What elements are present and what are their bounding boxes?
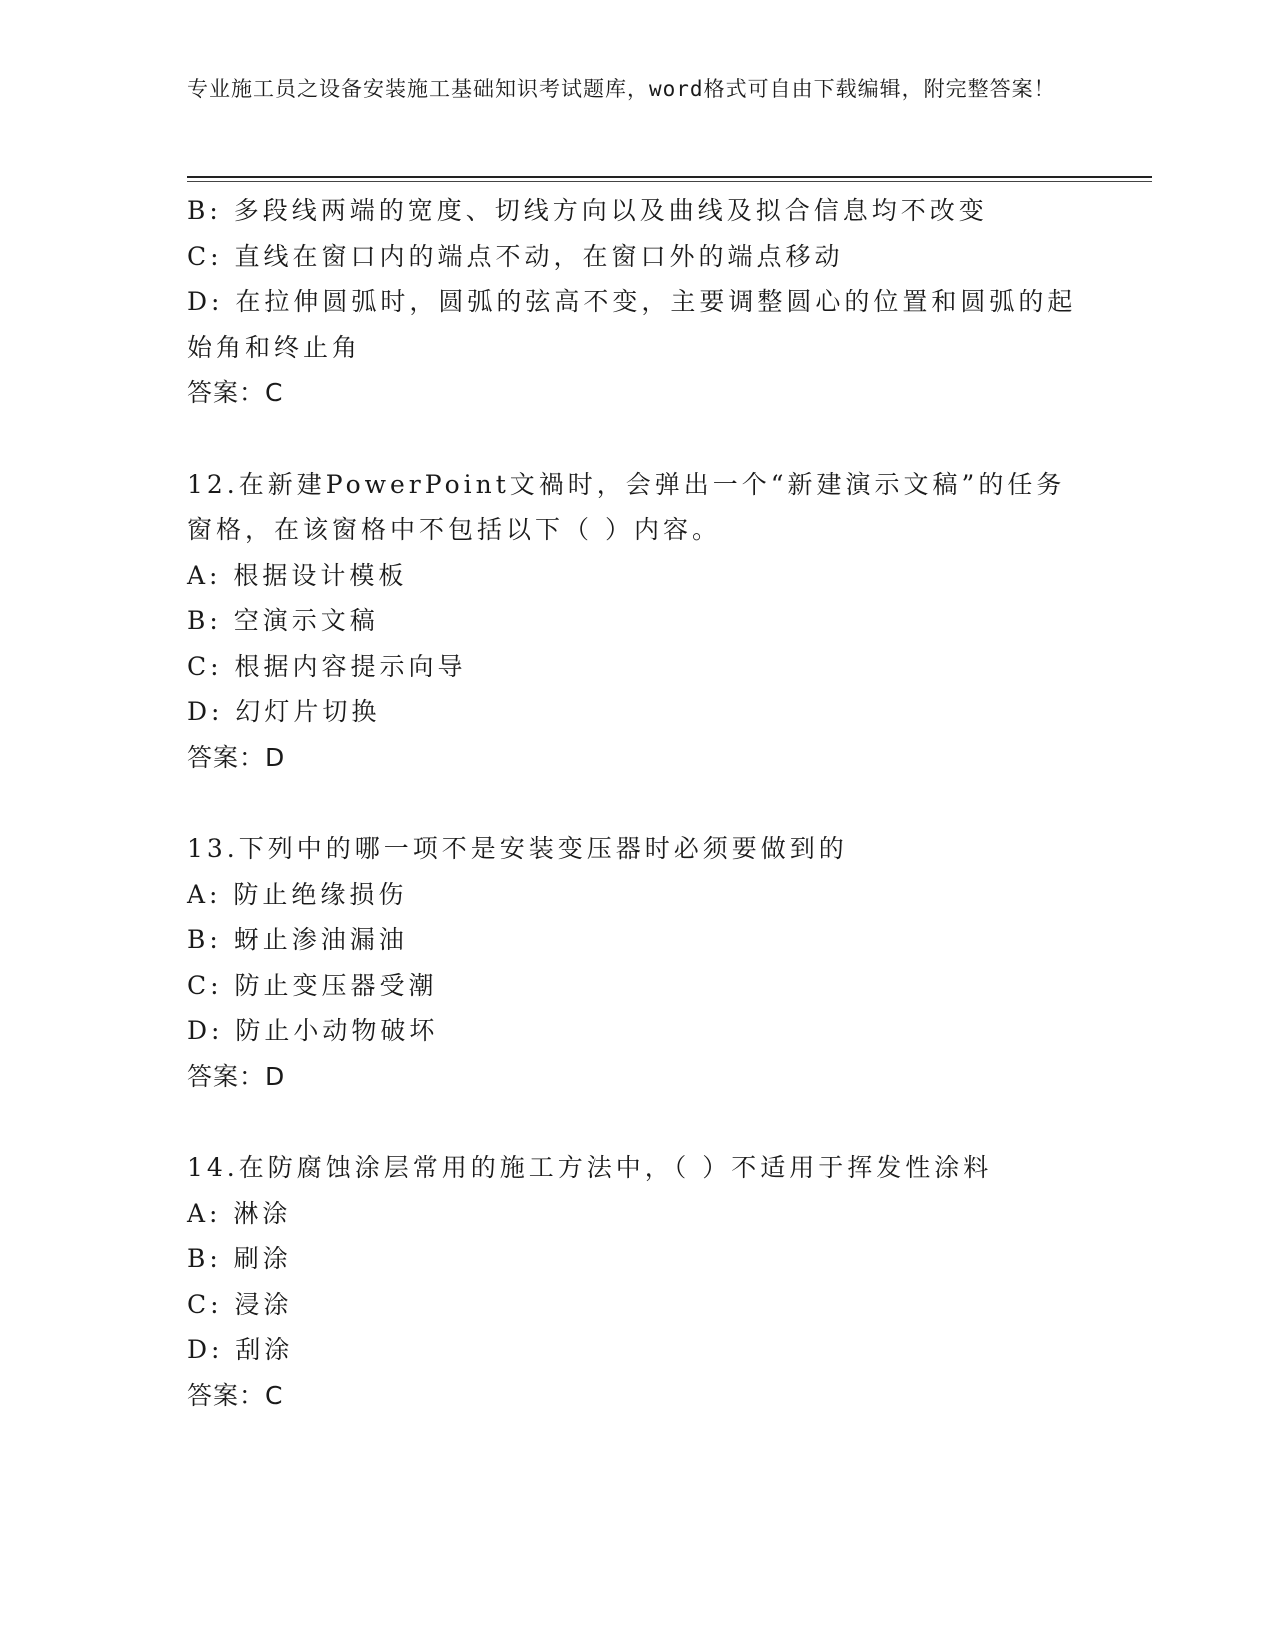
question-11 [187,188,1087,416]
option-d: D: 刮涂 [187,1335,294,1364]
option-c: C: 根据内容提示向导 [187,651,467,681]
answer-line: 答案：D [187,742,286,772]
option-d: D: 在拉伸圆弧时，圆弧的弦高不变，主要调整圆心的位置和圆弧的起始角和终止角 [187,287,1077,362]
question-stem: 14.在防腐蚀涂层常用的施工方法中，（ ）不适用于挥发性涂料 [187,1153,993,1182]
answer-line: 答案：C [187,378,284,407]
option-c: C: 防止变压器受潮 [187,970,438,1000]
option-c: C: 浸涂 [187,1289,293,1319]
option-b: B: 多段线两端的宽度、切线方向以及曲线及拟合信息均不改变 [187,196,988,225]
document-header: 专业施工员之设备安装施工基础知识考试题库，word格式可自由下载编辑，附完整答案！ [187,77,1056,101]
answer-line: 答案：C [187,1380,284,1410]
option-a: A: 防止绝缘损伤 [187,879,408,909]
question-stem: 12.在新建PowerPoint文禍时，会弹出一个“新建演示文稿”的任务窗格，在该窗格中不包括以下（ ）内容。 [187,469,1066,544]
header-divider-thin [187,181,1152,182]
option-a: A: 根据设计模板 [187,560,408,590]
spacer [187,1099,1087,1145]
header-divider-thick [187,176,1152,178]
option-b: B: 蚜止渗油漏油 [187,925,408,954]
answer-line: 答案：D [187,1061,286,1091]
question-13 [187,826,1087,1099]
question-stem: 13.下列中的哪一项不是安装变压器时必须要做到的 [187,834,848,863]
option-d: D: 幻灯片切换 [187,697,381,726]
option-a: A: 淋涂 [187,1198,292,1228]
spacer [187,416,1087,462]
question-14 [187,1145,1087,1418]
question-content [187,188,1087,1418]
option-d: D: 防止小动物破坏 [187,1016,439,1045]
spacer [187,780,1087,826]
option-b: B: 刷涂 [187,1244,292,1273]
option-c: C: 直线在窗口内的端点不动，在窗口外的端点移动 [187,241,844,271]
option-b: B: 空演示文稿 [187,606,379,635]
question-12 [187,462,1087,781]
